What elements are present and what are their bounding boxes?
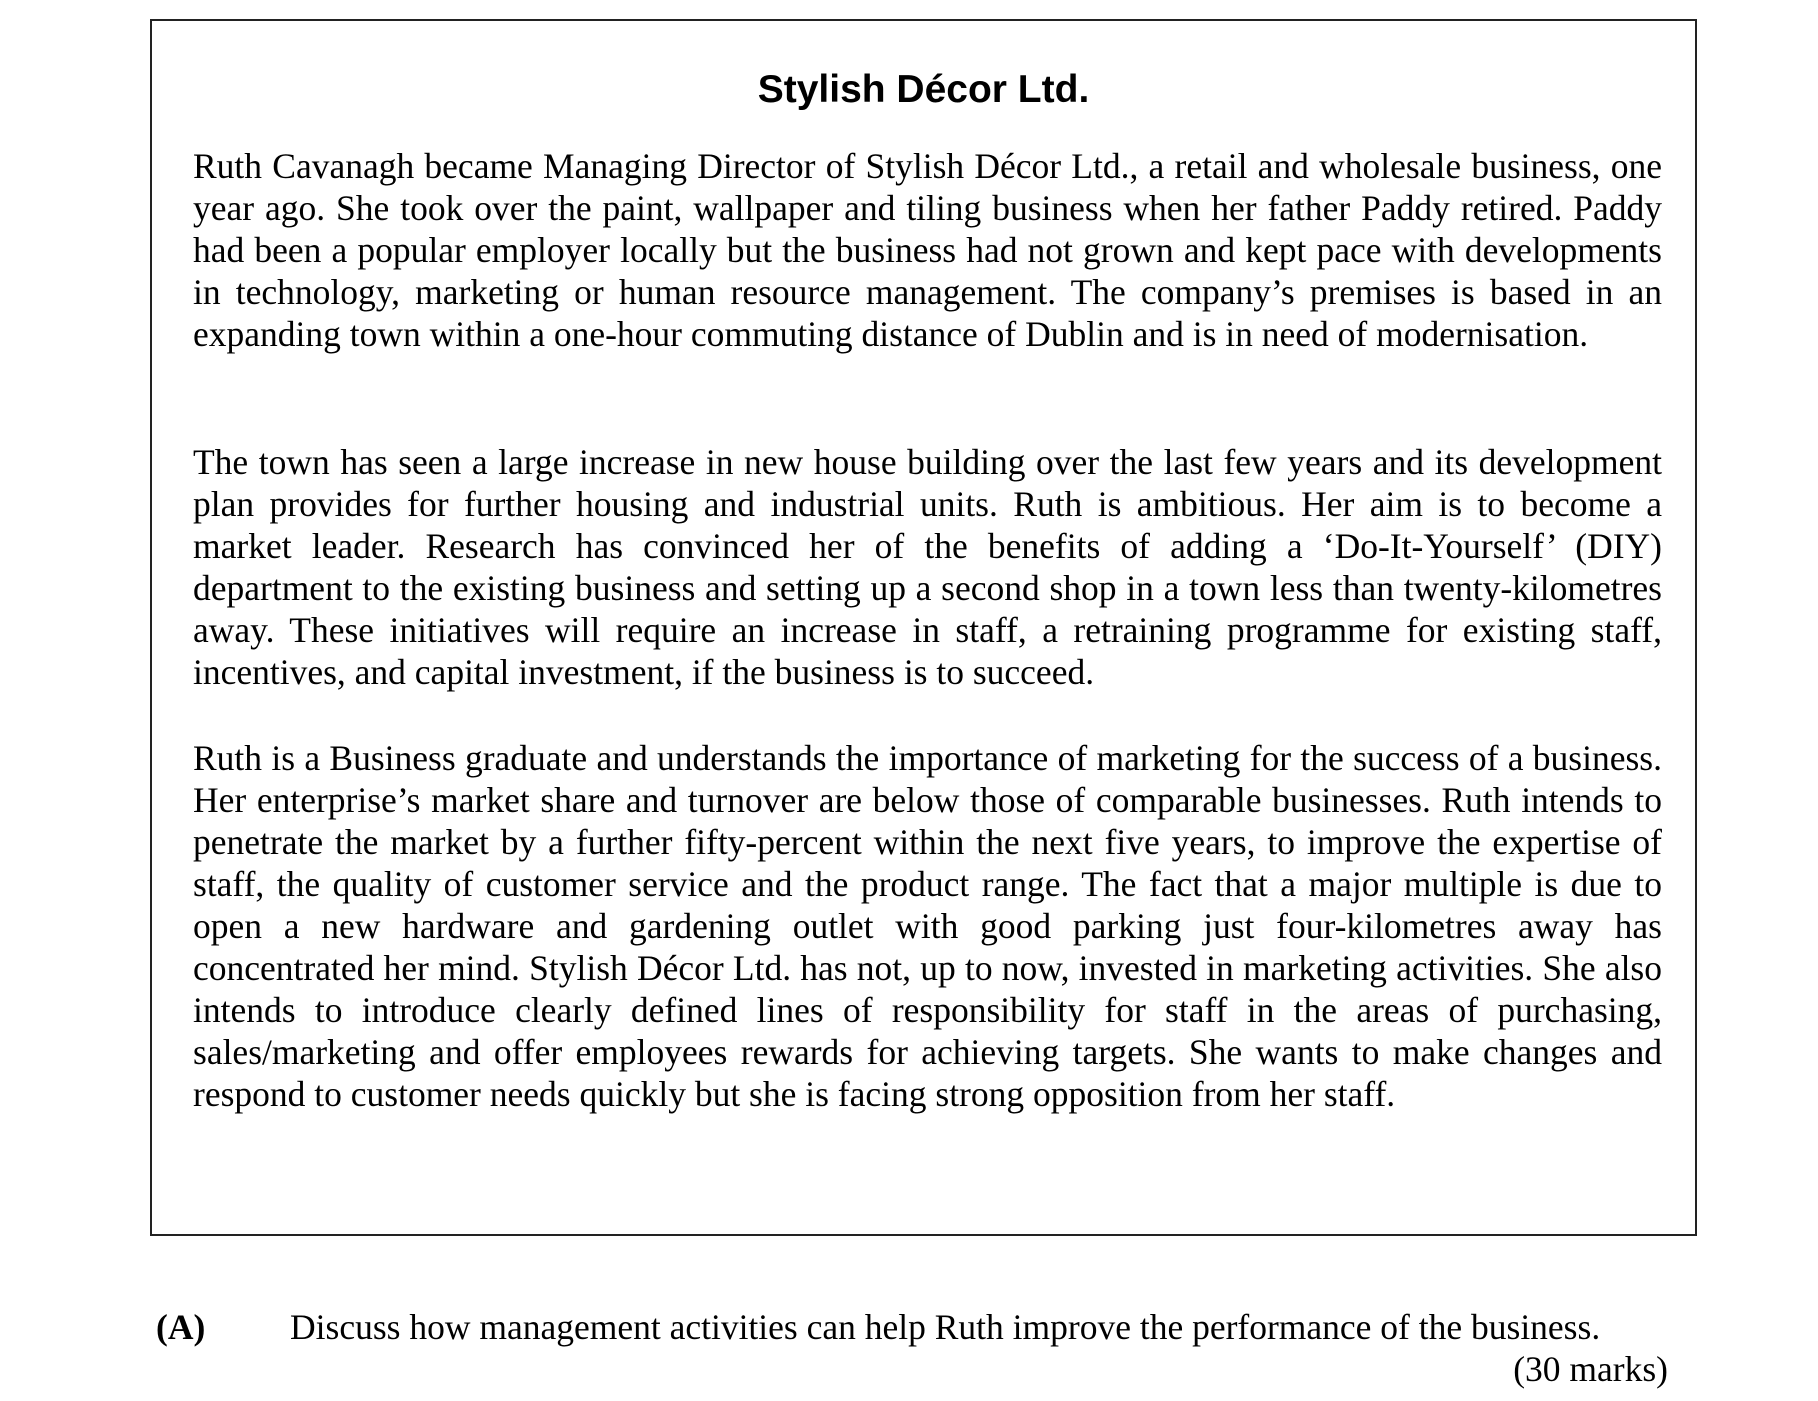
case-study-box	[150, 19, 1697, 1236]
case-study-paragraph-3: Ruth is a Business graduate and understands the importance of marketing for the success of a business. Her enterprise’s market share and turnover are below those of comparable businesses. Ruth intends to penetrate the market by a further fifty-percent within the next five years, to improve the expertise of staff, the quality of customer service and the product range. The fact that a major multiple is due to open a new hardware and gardening outlet with good parking just four-kilometres away has concentrated her mind. Stylish Décor Ltd. has not, up to now, invested in marketing activities. She also intends to introduce clearly defined lines of responsibility for staff in the areas of purchasing, sales/marketing and offer employees rewards for achieving targets. She wants to make changes and respond to customer needs quickly but she is facing strong opposition from her staff.	[193, 738, 1662, 1114]
question-text: Discuss how management activities can help Ruth improve the performance of the business.	[290, 1307, 1601, 1347]
case-study-paragraph-1: Ruth Cavanagh became Managing Director of Stylish Décor Ltd., a retail and wholesale business, one year ago. She took over the paint, wallpaper and tiling business when her father Paddy retired. Paddy had been a popular employer locally but the business had not grown and kept pace with developments in technology, marketing or human resource management. The company’s premises is based in an expanding town within a one-hour commuting distance of Dublin and is in need of modernisation.	[193, 146, 1662, 354]
case-study-title: Stylish Décor Ltd.	[757, 68, 1090, 111]
question-label: (A)	[156, 1307, 206, 1347]
question-marks: (30 marks)	[1513, 1349, 1668, 1389]
case-study-paragraph-2: The town has seen a large increase in new house building over the last few years and its development plan provides for further housing and industrial units. Ruth is ambitious. Her aim is to become a market leader. Research has convinced her of the benefits of adding a ‘Do-It-Yourself’ (DIY) department to the existing business and setting up a second shop in a town less than twenty-kilometres away. These initiatives will require an increase in staff, a retraining programme for existing staff, incentives, and capital investment, if the business is to succeed.	[193, 442, 1662, 692]
